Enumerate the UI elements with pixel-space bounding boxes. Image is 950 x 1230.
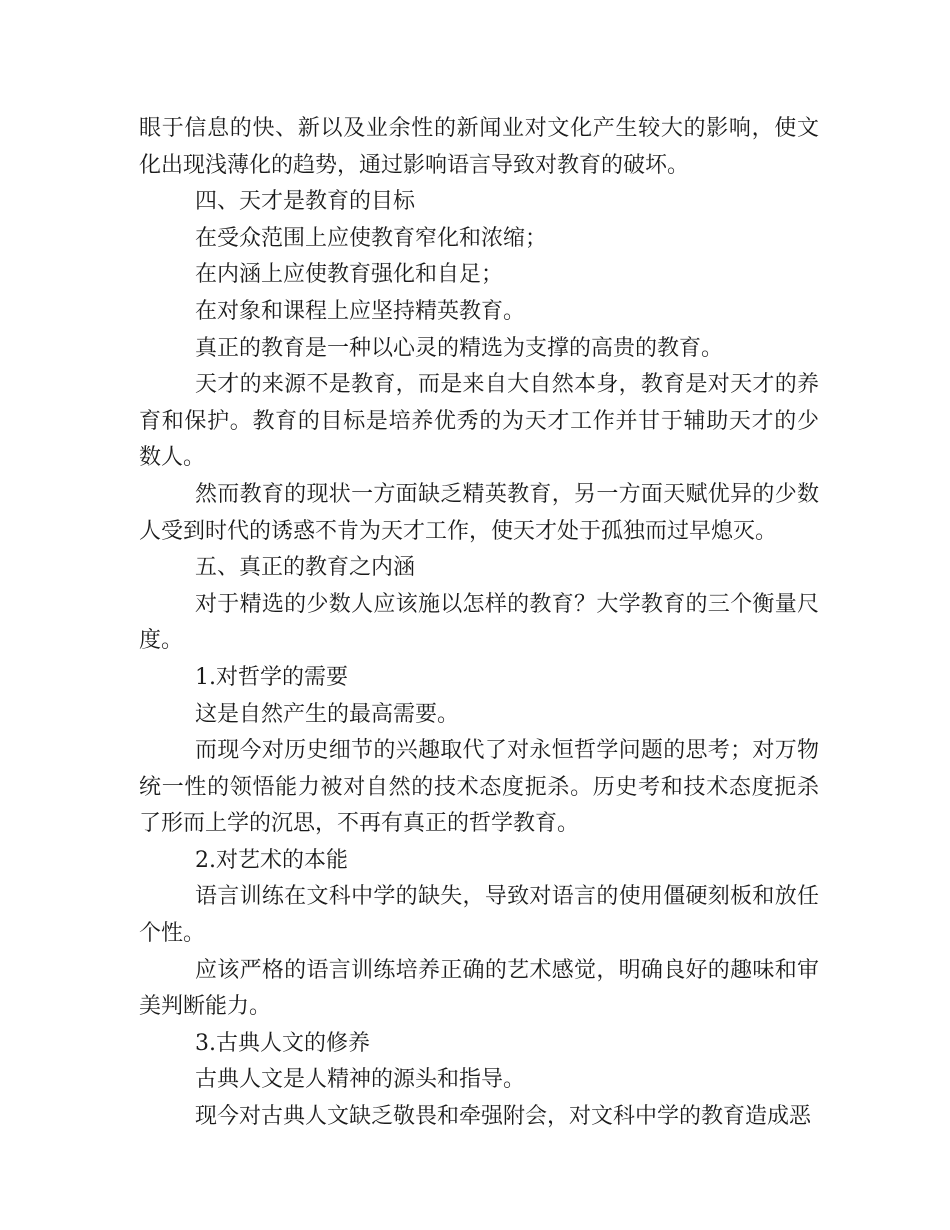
paragraph: 然而教育的现状一方面缺乏精英教育，另一方面天赋优异的少数人受到时代的诱惑不肯为天才工作，使天才处于孤独而过早熄灭。 <box>139 481 819 544</box>
subheading-1: 1.对哲学的需要 <box>195 664 348 690</box>
paragraph: 这是自然产生的最高需要。 <box>195 701 460 727</box>
section-heading-4: 四、天才是教育的目标 <box>195 189 416 215</box>
paragraph: 语言训练在文科中学的缺失，导致对语言的使用僵硬刻板和放任个性。 <box>139 884 819 947</box>
paragraph: 真正的教育是一种以心灵的精选为支撑的高贵的教育。 <box>195 335 724 361</box>
paragraph: 对于精选的少数人应该施以怎样的教育？大学教育的三个衡量尺度。 <box>139 591 819 654</box>
paragraph: 现今对古典人文缺乏敬畏和牵强附会，对文科中学的教育造成恶 <box>195 1104 812 1130</box>
paragraph: 在内涵上应使教育强化和自足； <box>195 262 504 288</box>
subheading-2: 2.对艺术的本能 <box>195 847 348 873</box>
paragraph: 天才的来源不是教育，而是来自大自然本身，教育是对天才的养育和保护。教育的目标是培养优秀的为天才工作并甘于辅助天才的少数人。 <box>139 372 819 471</box>
paragraph: 在对象和课程上应坚持精英教育。 <box>195 298 526 324</box>
paragraph: 应该严格的语言训练培养正确的艺术感觉，明确良好的趣味和审美判断能力。 <box>139 957 819 1020</box>
paragraph-continuation: 眼于信息的快、新以及业余性的新闻业对文化产生较大的影响，使文化出现浅薄化的趋势，通过影响语言导致对教育的破坏。 <box>139 116 819 178</box>
subheading-3: 3.古典人文的修养 <box>195 1030 370 1056</box>
paragraph: 在受众范围上应使教育窄化和浓缩； <box>195 225 548 251</box>
paragraph: 古典人文是人精神的源头和指导。 <box>195 1067 526 1093</box>
paragraph: 而现今对历史细节的兴趣取代了对永恒哲学问题的思考；对万物统一性的领悟能力被对自然的技术态度扼杀。历史考和技术态度扼杀了形而上学的沉思，不再有真正的哲学教育。 <box>139 738 819 837</box>
section-heading-5: 五、真正的教育之内涵 <box>195 555 416 581</box>
document-body <box>139 111 819 1136</box>
